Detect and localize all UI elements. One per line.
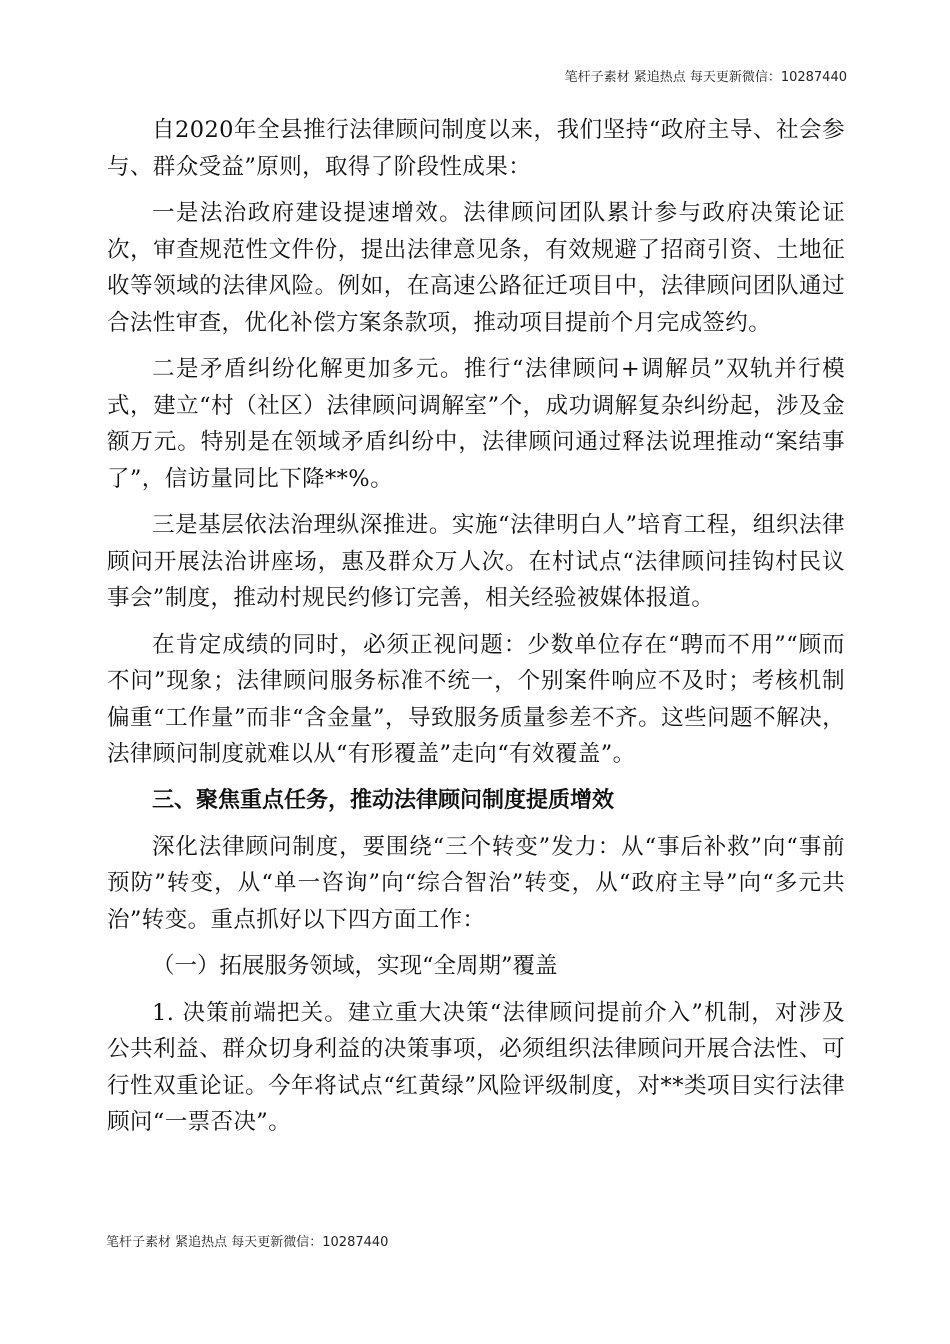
paragraph-achievement-1: 一是法治政府建设提速增效。法律顾问团队累计参与政府决策论证次，审查规范性文件份，提出法律意见条，有效规避了招商引资、土地征收等领域的法律风险。例如，在高速公路征迁项目中，法律顾问团队通过合法性审查，优化补偿方案条款项，推动项目提前个月完成签约。 [107, 200, 845, 336]
paragraph-achievement-2: 二是矛盾纠纷化解更加多元。推行“法律顾问+调解员”双轨并行模式，建立“村（社区）法律顾问调解室”个，成功调解复杂纠纷起，涉及金额万元。特别是在领域矛盾纠纷中，法律顾问通过释法说理推动“案结事了”，信访量同比下降**%。 [107, 356, 845, 492]
subsection-heading-1: （一）拓展服务领域，实现“全周期”覆盖 [152, 953, 558, 979]
paragraph-problems: 在肯定成绩的同时，必须正视问题：少数单位存在“聘而不用”“顾而不问”现象；法律顾问服务标准不统一，个别案件响应不及时；考核机制偏重“工作量”而非“含金量”，导致服务质量参差不齐。这些问题不解决，法律顾问制度就难以从“有形覆盖”走向“有效覆盖”。 [107, 631, 845, 767]
paragraph-three-changes: 深化法律顾问制度，要围绕“三个转变”发力：从“事后补救”向“事前预防”转变，从“单一咨询”向“综合智治”转变，从“政府主导”向“多元共治”转变。重点抓好以下四方面工作： [107, 833, 845, 933]
header-watermark-note: 笔杆子素材 紧追热点 每天更新微信：10287440 [564, 70, 847, 85]
paragraph-item-1: 1. 决策前端把关。建立重大决策“法律顾问提前介入”机制，对涉及公共利益、群众切身利益的决策事项，必须组织法律顾问开展合法性、可行性双重论证。今年将试点“红黄绿”风险评级制度，对**类项目实行法律顾问“一票否决”。 [107, 999, 845, 1135]
paragraph-intro: 自2020年全县推行法律顾问制度以来，我们坚持“政府主导、社会参与、群众受益”原则，取得了阶段性成果： [107, 117, 845, 180]
section-heading-3: 三、聚焦重点任务，推动法律顾问制度提质增效 [152, 787, 615, 813]
document-body [107, 112, 845, 1151]
paragraph-achievement-3: 三是基层依法治理纵深推进。实施“法律明白人”培育工程，组织法律顾问开展法治讲座场，惠及群众万人次。在村试点“法律顾问挂钩村民议事会”制度，推动村规民约修订完善，相关经验被媒体报道。 [107, 512, 845, 611]
footer-watermark-note: 笔杆子素材 紧追热点 每天更新微信：10287440 [106, 1235, 389, 1250]
